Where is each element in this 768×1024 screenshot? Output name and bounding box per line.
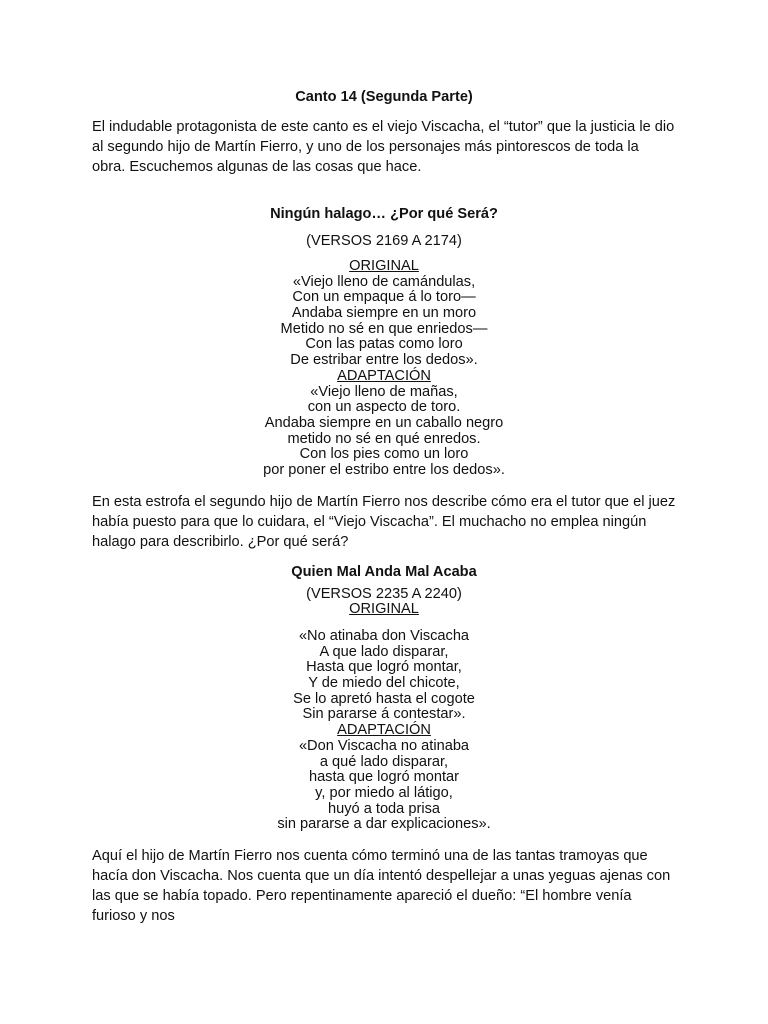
section2-original-label-row [92, 599, 676, 619]
verse-line: A que lado disparar, [319, 643, 449, 660]
verse-line: De estribar entre los dedos». [290, 352, 478, 369]
verse-line: «No atinaba don Viscacha [298, 628, 470, 644]
verse-line: a qué lado disparar, [319, 753, 449, 770]
verse-line: «Viejo lleno de mañas, [310, 383, 458, 400]
section2-verse-block [92, 629, 676, 833]
intro-paragraph: El indudable protagonista de este canto es el viejo Viscacha, el “tutor” que la justicia le dio al segundo hijo de Martín Fierro, y uno de los personajes más pintorescos de toda la obra. Escuchemos algunas de las cosas que hace. [92, 119, 675, 175]
verse-line: por poner el estribo entre los dedos». [263, 461, 505, 478]
verse-line: Hasta que logró montar, [306, 659, 462, 676]
verse-line: Andaba siempre en un moro [291, 305, 477, 322]
section1-original-block [92, 259, 676, 479]
document-title: Canto 14 (Segunda Parte) [295, 89, 473, 105]
body-paragraph-2: En esta estrofa el segundo hijo de Martín Fierro nos describe cómo era el tutor que el juez había puesto para que lo cuidara, el “Viejo Viscacha”. El muchacho no emplea ningún halago para describirlo. ¿Por qué será? [92, 494, 676, 550]
section2-verses-ref: (VERSOS 2235 A 2240) [306, 586, 462, 602]
verse-line: «Don Viscacha no atinaba [298, 737, 470, 754]
verse-line: Con un empaque á lo toro— [292, 289, 476, 306]
verse-line: metido no sé en qué enredos. [287, 430, 481, 447]
section2-adaptation-label: ADAPTACIÓN [337, 722, 431, 739]
section2-heading: Quien Mal Anda Mal Acaba [291, 564, 477, 580]
verse-line: Sin pararse á contestar». [302, 706, 466, 723]
section1-original-label: ORIGINAL [349, 258, 419, 274]
body-paragraph-3: Aquí el hijo de Martín Fierro nos cuenta cómo terminó una de las tantas tramoyas que hacía don Viscacha. Nos cuenta que un día intentó despellejar a unas yeguas ajenas con las que se había topado. Pero repentinamente apareció el dueño: “El hombre venía furioso y nos [92, 848, 671, 924]
verse-line: huyó a toda prisa [328, 800, 440, 817]
verse-line: «Viejo lleno de camándulas, [292, 273, 476, 290]
section1-verses-ref: (VERSOS 2169 A 2174) [306, 233, 462, 249]
section2-original-label: ORIGINAL [349, 601, 419, 617]
section1-heading: Ningún halago… ¿Por qué Será? [270, 206, 498, 222]
verse-line: Metido no sé en que enriedos— [280, 320, 488, 337]
verse-line: Y de miedo del chicote, [308, 675, 460, 692]
verse-line: Andaba siempre en un caballo negro [264, 414, 504, 431]
verse-line: con un aspecto de toro. [307, 399, 461, 416]
verse-line: Se lo apretó hasta el cogote [293, 690, 475, 707]
section1-adaptation-label: ADAPTACIÓN [337, 367, 431, 384]
verse-line: y, por miedo al látigo, [315, 784, 453, 801]
verse-line: Con los pies como un loro [299, 446, 469, 463]
verse-line: sin pararse a dar explicaciones». [277, 816, 491, 833]
verse-line: Con las patas como loro [305, 336, 463, 353]
verse-line: hasta que logró montar [308, 769, 460, 786]
